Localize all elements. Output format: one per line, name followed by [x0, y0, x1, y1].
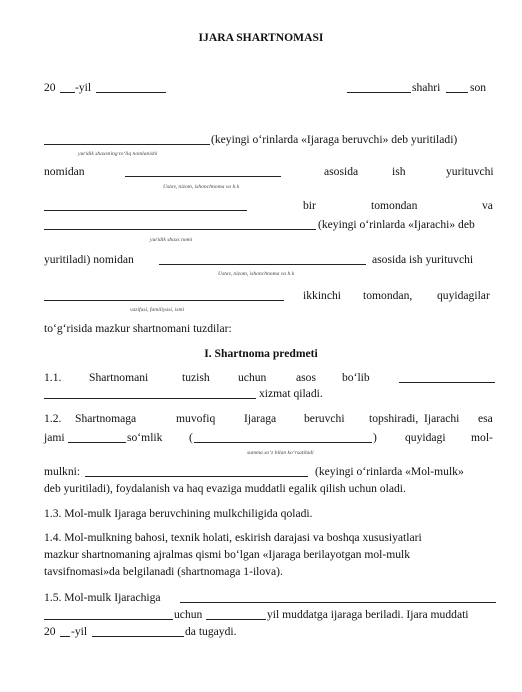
clause-1-1-word: tuzish — [182, 371, 210, 384]
lessor-name-blank — [44, 144, 210, 145]
text-yil-muddatga: yil muddatga ijaraga beriladi. Ijara muddati — [267, 608, 469, 621]
clause-1-2-word: Shartnomaga — [75, 412, 137, 425]
paren-open: ( — [189, 431, 193, 444]
amount-blank — [68, 442, 126, 443]
text-jami: jami — [44, 431, 65, 444]
caption-charter: Ustav, nizom, ishonchnoma va h.k — [163, 184, 240, 190]
text-quyidagi: quyidagi — [405, 431, 446, 444]
city-label: shahri — [412, 81, 441, 94]
clause-1-4-line-3: tavsifnomasi»da belgilanadi (shartnomaga 1-ilova). — [44, 565, 283, 578]
person-blank — [44, 300, 284, 301]
text-mol: mol- — [471, 431, 493, 444]
amount-words-blank — [194, 442, 372, 443]
clause-1-1-word: uchun — [238, 371, 267, 384]
caption-charter-2: Ustav, nizom, ishonchnoma va h.k — [218, 271, 295, 277]
text-yurituvchi: yurituvchi — [446, 165, 494, 178]
city-blank — [347, 92, 411, 93]
clause-1-1-number: 1.1. — [44, 371, 62, 384]
end-year-suffix: -yil — [71, 625, 88, 638]
text-bir: bir — [303, 199, 316, 212]
clause-1-2-word: Ijaraga — [244, 412, 277, 425]
end-year-prefix: 20 — [44, 625, 56, 638]
property-blank — [85, 476, 308, 477]
lessee-designation: (keyingi o‘rinlarda «Ijarachi» deb — [318, 218, 475, 231]
text-asosida-ish: asosida ish yurituvchi — [372, 253, 474, 266]
text-ish: ish — [392, 165, 406, 178]
property-designation: (keyingi o‘rinlarda «Mol-mulk» — [315, 465, 464, 478]
clause-1-2-word: 1.2. — [44, 412, 62, 425]
year-blank — [60, 92, 75, 93]
purpose-blank — [180, 602, 496, 603]
text-tugaydi: da tugaydi. — [185, 625, 237, 638]
end-year-blank — [60, 636, 70, 637]
term-blank — [206, 619, 266, 620]
text-tuzdilar: to‘g‘risida mazkur shartnomani tuzdilar: — [44, 322, 232, 335]
clause-1-4-line-1: 1.4. Mol-mulkning bahosi, texnik holati, eskirish darajasi va boshqa xususiyatlari — [44, 531, 422, 544]
caption-sum: summa so‘z bilan ko‘rsatiladi — [247, 450, 314, 456]
charter-blank — [125, 176, 281, 177]
caption-legal-name-2: yuridik shaxs nomi — [150, 237, 193, 243]
clause-1-2-word: Ijarachi — [424, 412, 460, 425]
text-quyidagilar: quyidagilar — [437, 289, 490, 302]
text-mulkni: mulkni: — [44, 465, 81, 478]
lessor-designation: (keyingi o‘rinlarda «Ijaraga beruvchi» deb yuritiladi) — [211, 133, 458, 146]
number-label: son — [470, 81, 487, 94]
representative-blank — [44, 210, 247, 211]
text-nomidan: nomidan — [44, 165, 85, 178]
text-somlik: so‘mlik — [127, 431, 163, 444]
clause-1-1-word: Shartnomani — [89, 371, 149, 384]
paren-close: ) — [373, 431, 377, 444]
basis-blank-2 — [44, 398, 256, 399]
basis-blank — [399, 382, 495, 383]
text-uchun: uchun — [174, 608, 203, 621]
caption-legal-name: yuridik shaxsning to‘liq nomlanishi — [78, 151, 158, 157]
text-va: va — [482, 199, 493, 212]
clause-1-1-end: xizmat qiladi. — [259, 387, 323, 400]
clause-1-2-word: topshiradi, — [369, 412, 419, 425]
number-blank — [446, 92, 468, 93]
clause-1-3: 1.3. Mol-mulk Ijaraga beruvchining mulkchiligida qoladi. — [44, 507, 313, 520]
year-suffix: -yil — [75, 81, 92, 94]
text-yuritiladi-nomidan: yuritiladi) nomidan — [44, 253, 134, 266]
clause-1-1-word: asos — [296, 371, 316, 384]
clause-1-2-word: esa — [478, 412, 493, 425]
text-tomondan-2: tomondan, — [363, 289, 413, 302]
clause-1-4-line-2: mazkur shartnomaning ajralmas qismi bo‘lgan «Ijaraga berilayotgan mol-mulk — [44, 548, 411, 561]
text-tomondan: tomondan — [371, 199, 418, 212]
section-heading: I. Shartnoma predmeti — [204, 347, 318, 360]
end-date-blank — [92, 636, 184, 637]
caption-person: vazifasi, familiyasi, ismi — [130, 307, 185, 313]
clause-1-2-line-4: deb yuritiladi), foydalanish va haq evaziga muddatli egalik qilish uchun oladi. — [44, 482, 406, 495]
purpose-blank-2 — [44, 619, 173, 620]
clause-1-2-word: muvofiq — [176, 412, 216, 425]
clause-1-5-start: 1.5. Mol-mulk Ijarachiga — [44, 591, 161, 604]
clause-1-2-word: beruvchi — [304, 412, 345, 425]
clause-1-1-word: bo‘lib — [342, 371, 370, 384]
document-title: IJARA SHARTNOMASI — [198, 31, 324, 44]
charter-blank-2 — [159, 264, 366, 265]
year-prefix: 20 — [44, 81, 56, 94]
lessee-name-blank — [44, 229, 316, 230]
date-blank — [96, 92, 166, 93]
text-ikkinchi: ikkinchi — [303, 289, 341, 302]
text-asosida: asosida — [324, 165, 359, 178]
